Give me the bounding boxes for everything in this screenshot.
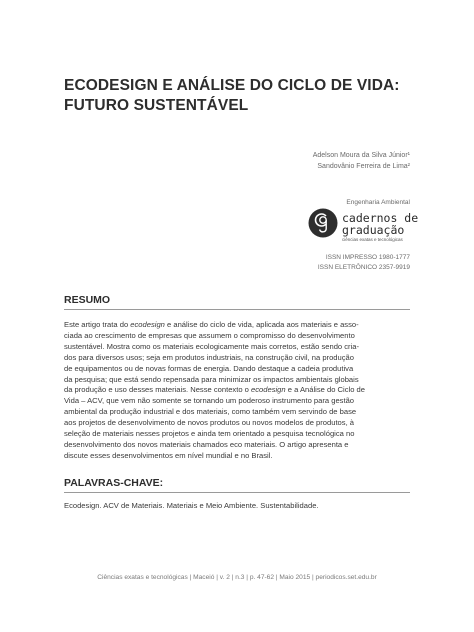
- journal-logo: [308, 205, 419, 253]
- abstract-line: Este artigo trata do ecodesign e análise do ciclo de vida, aplicada aos materiais e asso-: [64, 320, 359, 329]
- keywords-text: Ecodesign. ACV de Materiais. Materiais e Meio Ambiente. Sustentabilidade.: [64, 501, 319, 510]
- logo-line-2: graduação: [342, 223, 405, 237]
- issn-print: ISSN IMPRESSO 1980-1777: [325, 254, 410, 261]
- title-line: ECODESIGN E ANÁLISE DO CICLO DE VIDA:: [64, 77, 400, 94]
- abstract-line: dos para diversos usos; seja em produtos industriais, na construção civil, na produção: [64, 352, 354, 362]
- logo-line-1: cadernos de: [342, 211, 419, 225]
- abstract-line: ambiental da produção industrial e dos materiais, como também vem servindo de base: [64, 407, 357, 417]
- abstract-line: discute esses desenvolvimentos em nível mundial e no Brasil.: [64, 450, 273, 460]
- article-title: [64, 76, 424, 116]
- section-divider: [64, 492, 410, 493]
- author-list: [313, 150, 410, 172]
- issn-block: [318, 253, 410, 273]
- keywords-heading: PALAVRAS-CHAVE:: [64, 477, 164, 489]
- abstract-line: desenvolvimento dos novos materiais chamados eco materiais. O artigo apresenta e: [64, 439, 349, 449]
- abstract-line: seleção de materiais nesses projetos e ainda tem orientado a pesquisa tecnológica no: [64, 429, 355, 439]
- abstract-heading: RESUMO: [64, 294, 111, 306]
- category-label: Engenharia Ambiental: [346, 199, 410, 206]
- abstract-line: de equipamentos ou de novas formas de energia. Dando destaque a cadeia produtiva: [64, 363, 354, 373]
- abstract-line: Vida – ACV, que vem não somente se tornando um poderoso instrumento para gestão: [64, 396, 355, 406]
- author-name: Sandovânio Ferreira de Lima²: [317, 163, 410, 170]
- page-footer: Ciências exatas e tecnológicas | Maceió | v. 2 | n.3 | p. 47-62 | Maio 2015 | periodicos.set.edu.br: [97, 574, 377, 581]
- title-line: FUTURO SUSTENTÁVEL: [64, 97, 249, 114]
- section-divider: [64, 309, 410, 310]
- abstract-line: da produção e uso desses materiais. Nesse contexto o ecodesign e a Análise do Ciclo de: [64, 385, 365, 395]
- author-name: Adelson Moura da Silva Júnior¹: [312, 152, 410, 159]
- abstract-line: da pesquisa; que está sendo repensada para minimizar os impactos ambientais globais: [64, 374, 359, 384]
- abstract-line: sustentável. Mostra como os materiais ecologicamente mais corretos, estão sendo cria-: [64, 341, 360, 351]
- cg-monogram-icon: [308, 208, 338, 238]
- abstract-line: ciada ao crescimento de empresas que assumem o compromisso do desenvolvimento: [64, 330, 355, 340]
- abstract-body: [64, 320, 410, 462]
- logo-tagline: ciências exatas e tecnológicas: [342, 237, 403, 242]
- issn-electronic: ISSN ELETRÔNICO 2357-9919: [317, 264, 410, 271]
- abstract-line: aos projetos de desenvolvimento de novos produtos ou novos modelos de produtos, à: [64, 418, 355, 428]
